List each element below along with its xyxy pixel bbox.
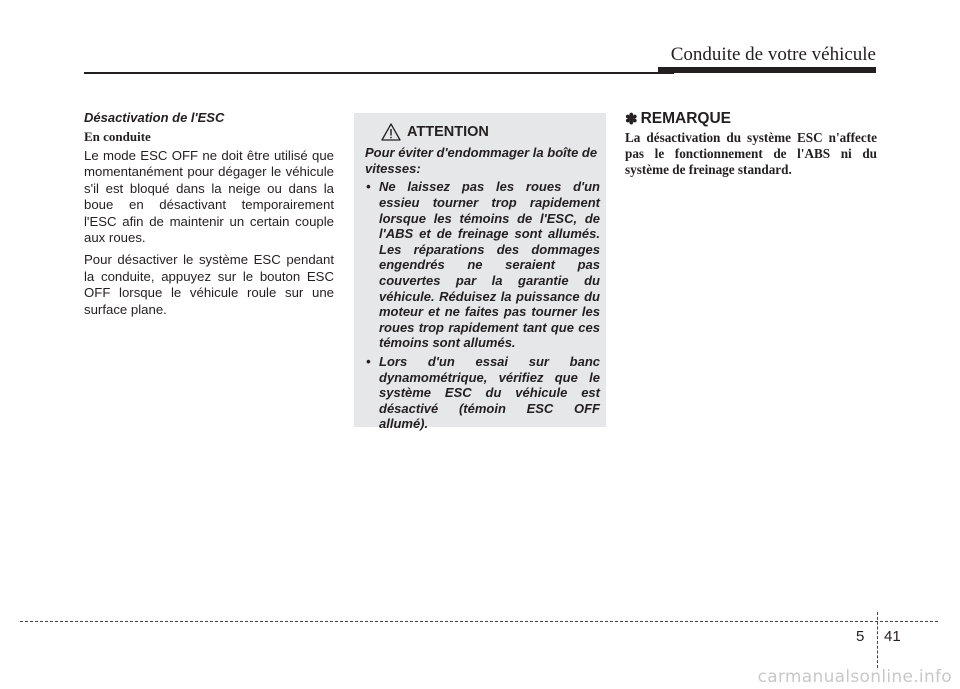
caution-item: [365, 354, 600, 432]
asterisk-icon: ✽: [625, 111, 638, 128]
note-text: La désactivation du système ESC n'affecte pas le fonctionnement de l'ABS ni du système de freinage standard.: [625, 130, 877, 178]
bullet: •: [366, 179, 371, 195]
caution-item-text: Lors d'un essai sur banc dynamométrique, vérifiez que le système ESC du véhicule est désactivé (témoin ESC OFF allumé).: [379, 353, 600, 432]
right-column: [625, 110, 877, 179]
header-title: Conduite de votre véhicule: [670, 44, 876, 65]
page-number: 41: [884, 628, 901, 645]
left-column: [84, 110, 334, 324]
warning-triangle-icon: [381, 123, 401, 141]
caution-list: [365, 179, 600, 432]
caution-item: [365, 179, 600, 351]
page-chapter: 5: [856, 628, 865, 645]
watermark: carmanualsonline.info: [757, 667, 952, 687]
body-paragraph-2: Pour désactiver le système ESC pendant la conduite, appuyez sur le bouton ESC OFF lorsque le véhicule roule sur une surface plane.: [84, 252, 334, 317]
note-title: REMARQUE: [640, 110, 731, 127]
header-rule-thin: [84, 72, 674, 74]
body-paragraph-1: Le mode ESC OFF ne doit être utilisé que momentanément pour dégager le véhicule s'il est bloqué dans la neige ou dans la boue en désactivant temporairement l'ESC afin de maintenir un certain couple aux roues.: [84, 148, 334, 246]
caution-intro: Pour éviter d'endommager la boîte de vitesses:: [365, 145, 598, 177]
caution-title: ATTENTION: [407, 124, 489, 140]
section-sub-heading: Désactivation de l'ESC: [84, 110, 225, 125]
caution-item-text: Ne laissez pas les roues d'un essieu tourner trop rapidement lorsque les témoins de l'ESC, de l'ABS et de freinage sont allumés. Les réparations des dommages engendrés ne seraient pas couvertes par la garantie du véhicule. Réduisez la puissance du moteur et ne faites pas tourner les roues trop rapidement tant que ces témoins sont allumés.: [379, 179, 600, 351]
header-rule-thick: [658, 67, 876, 73]
caution-header: [365, 123, 600, 141]
footer-dashed-rule: [20, 621, 938, 622]
caution-box: [354, 113, 606, 432]
footer-vertical-divider: [877, 612, 878, 668]
paragraph-title: En conduite: [84, 129, 151, 144]
bullet: •: [366, 353, 371, 369]
note-header: [625, 110, 877, 128]
